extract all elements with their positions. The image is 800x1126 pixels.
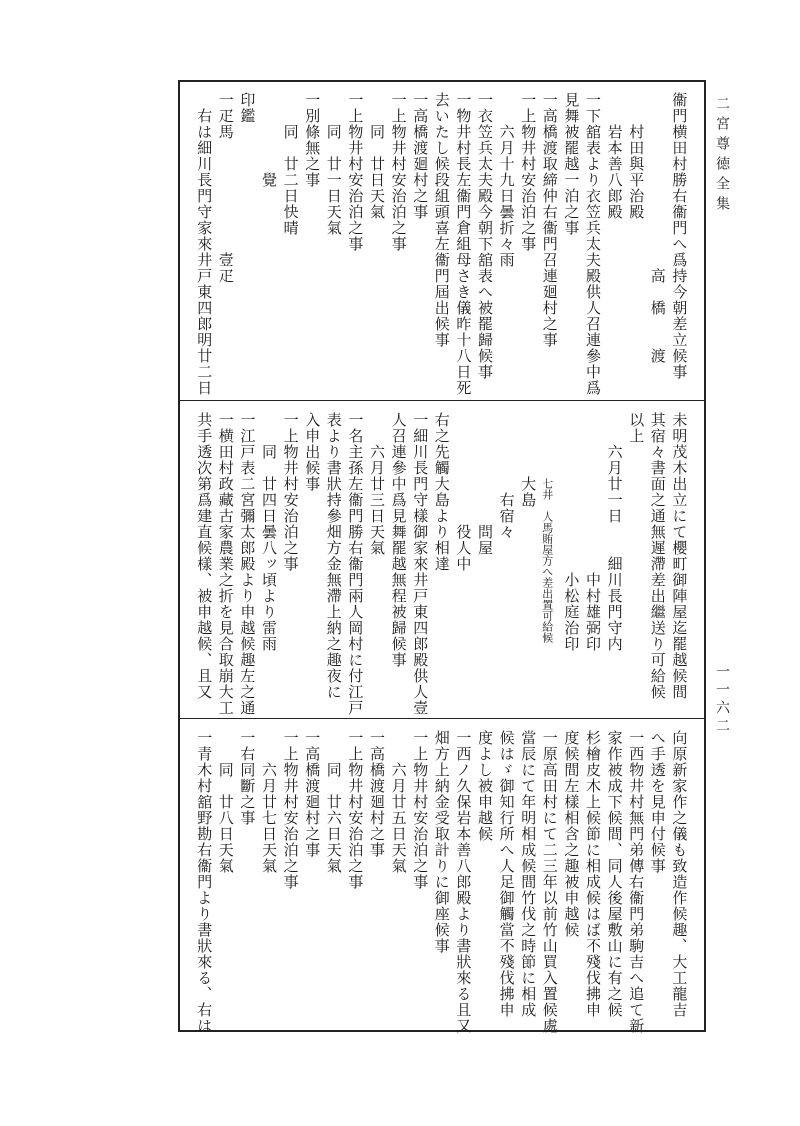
text-column: 一下舘表より衣笠兵太夫殿供人召連參中爲 xyxy=(584,92,602,396)
text-column: 問屋 xyxy=(476,412,494,556)
text-column: 一上物井村安治泊之事 xyxy=(411,730,430,890)
text-column: 一衣笠兵太夫殿今朝下舘表へ被罷歸候事 xyxy=(476,92,494,380)
text-column: 當辰にて年明相成候間竹伐之時節に相成 xyxy=(519,730,538,1018)
text-column: 其宿々書面之通無遲滯差出繼送り可給候 xyxy=(648,412,667,700)
text-column: 六月廿七日天氣 xyxy=(260,730,278,874)
text-column: 一江戸表二宮彌太郎殿より申越候趣左之通 xyxy=(238,412,257,716)
text-column: 向原新家作之儀も致造作候趣、大工龍吉 xyxy=(670,730,689,1018)
text-column: 同 廿二日快晴 xyxy=(281,92,300,236)
text-column: 杉檜皮木上候節に相成候はば不殘伐拂申 xyxy=(584,730,602,1018)
text-column: へ手透を見申付候事 xyxy=(648,730,667,874)
band-divider-lower xyxy=(180,718,704,719)
text-column: 一別條無之事 xyxy=(303,92,322,188)
text-column: 人召連參中爲見舞罷越無程被歸候事 xyxy=(389,412,408,668)
text-column: 中村雄弼印 xyxy=(584,412,602,652)
text-column: 同 廿日天氣 xyxy=(368,92,386,220)
text-column: 一西物井村無門弟傳右衞門弟駒吉へ追て新 xyxy=(627,730,646,1034)
text-column: 六月廿一日 細川長門守内 xyxy=(605,412,624,652)
text-column: 一青木村舘野勘右衞門より書狀來る、右は xyxy=(195,730,214,1034)
text-column: 衞門横田村勝右衞門へ爲持今朝差立候事 xyxy=(670,92,689,380)
text-band-top xyxy=(180,82,704,400)
text-column: 去いたし候段組頭喜左衞門屆出候事 xyxy=(432,92,451,348)
text-column: 同 廿六日天氣 xyxy=(324,730,343,874)
text-column: 一細川長門守樣御家來井戸東四郎殿供人壹 xyxy=(411,412,430,716)
text-column: 一高橋渡取締仲右衞門召連廻村之事 xyxy=(540,92,559,348)
text-column: 候はゞ御知行所へ人足御觸當不殘伐拂申 xyxy=(497,730,516,1018)
text-column: 表より書狀持參畑方金無滯上納之趣夜に xyxy=(324,412,343,700)
text-column: 一高橋渡廻村之事 xyxy=(303,730,322,858)
text-column: 度候間左樣相含之趣被申越候 xyxy=(562,730,581,938)
text-column: 一上物井村安治泊之事 xyxy=(519,92,538,252)
text-column: 一高橋渡廻村之事 xyxy=(411,92,430,220)
text-column: 六月十九日曇折々雨 xyxy=(497,92,516,268)
text-column: 六月廿三日天氣 xyxy=(368,412,386,556)
text-band-bottom xyxy=(180,720,704,1038)
text-column: 同 廿四日曇八ッ頃より雷雨 xyxy=(260,412,278,652)
text-column: 見舞被罷越一泊之事 xyxy=(562,92,581,236)
text-column: 右宿々 xyxy=(497,412,516,540)
text-column: 覺 xyxy=(260,92,278,188)
text-column: 七井 人馬賄屋方へ差出置可給候 xyxy=(540,412,554,643)
text-column: 一右同斷之事 xyxy=(238,730,257,826)
text-column: 右之先觸大島より相達 xyxy=(432,412,451,572)
text-column: 以上 xyxy=(627,412,646,444)
text-column: 一上物井村安治泊之事 xyxy=(346,92,365,252)
text-column: 一上物井村安治泊之事 xyxy=(281,730,300,890)
text-column: 一上物井村安治泊之事 xyxy=(389,92,408,252)
text-column: 共手透次第爲建直候樣、被申越候、且又 xyxy=(195,412,214,700)
text-column: 一横田村政藏古家農業之折を見合取崩大工 xyxy=(216,412,235,716)
text-column: 一物井村長左衞門倉組母さき儀昨十八日死 xyxy=(454,92,473,396)
text-column: 度よし被申越候 xyxy=(476,730,494,842)
text-column: 岩本善八郎殿 xyxy=(605,92,624,220)
running-header-title: 二宮尊徳全集 xyxy=(714,96,730,216)
text-column: 村田與平治殿 xyxy=(627,92,646,220)
text-column: 印鑑 xyxy=(238,92,257,124)
text-column: 未明茂木出立にて櫻町御陣屋迄罷越候間 xyxy=(670,412,689,700)
text-column: 家作被成下候間、同人後屋敷山に有之候 xyxy=(605,730,624,1018)
text-column: 畑方上納金受取計りに御座候事 xyxy=(432,730,451,954)
text-band-middle xyxy=(180,402,704,720)
text-column: 小松庭治印 xyxy=(562,412,581,652)
band-divider-upper xyxy=(180,400,704,401)
text-column: 一名主孫左衞門勝右衞門兩人岡村に付江戸 xyxy=(346,412,365,716)
page-frame xyxy=(178,80,706,1032)
text-column: 一西ノ久保岩本善八郎殿より書狀來る且又 xyxy=(454,730,473,1034)
text-column: 入申出候事 xyxy=(303,412,322,492)
text-column: 同 廿八日天氣 xyxy=(216,730,235,874)
page-number: 一一六二 xyxy=(714,664,730,736)
text-column: 一上物井村安治泊之事 xyxy=(346,730,365,890)
text-column: 役人中 xyxy=(454,412,473,572)
text-column: 一上物井村安治泊之事 xyxy=(281,412,300,572)
text-column: 同 廿一日天氣 xyxy=(324,92,343,236)
text-column: 一原高田村にて二三年以前竹山買入置候處 xyxy=(540,730,559,1034)
text-column: 大島 xyxy=(519,412,538,508)
text-column: 一疋馬 壹疋 xyxy=(216,92,235,284)
text-column: 高 橋 渡 xyxy=(648,92,667,364)
text-column: 右は細川長門守家來井戸東四郎明廿二日 xyxy=(195,92,214,396)
text-column: 六月廿五日天氣 xyxy=(389,730,408,874)
text-column: 一高橋渡廻村之事 xyxy=(368,730,386,858)
